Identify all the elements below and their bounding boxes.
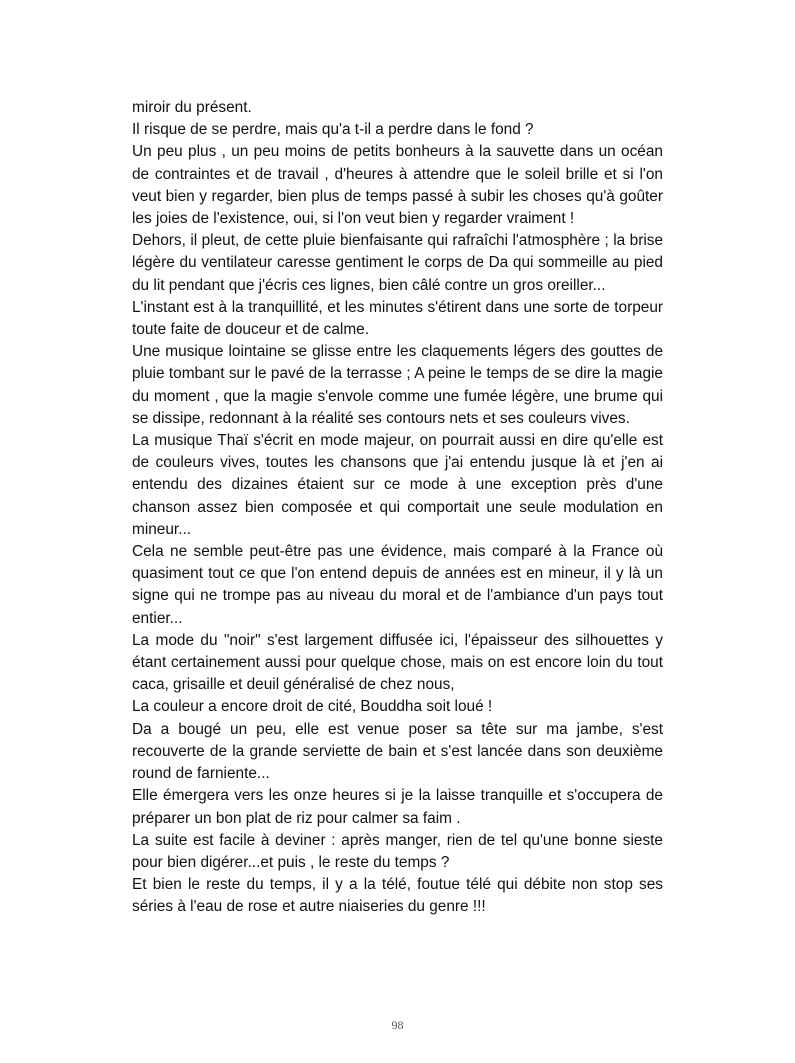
body-text (132, 97, 663, 919)
paragraph: Cela ne semble peut-être pas une évidence, mais comparé à la France où quasiment tout ce que l'on entend depuis de années est en mineur, il y là un signe qui ne trompe pas au niveau du moral et de l'ambiance d'un pays tout entier... (132, 543, 663, 627)
paragraph: La mode du "noir" s'est largement diffusée ici, l'épaisseur des silhouettes y étant certainement aussi pour quelque chose, mais on est encore loin du tout caca, grisaille et deuil généralisé de chez nous, (132, 631, 663, 694)
paragraph: Elle émergera vers les onze heures si je la laisse tranquille et s'occupera de préparer un bon plat de riz pour calmer sa faim . (132, 787, 663, 827)
paragraph: Et bien le reste du temps, il y a la télé, foutue télé qui débite non stop ses séries à l'eau de rose et autre niaiseries du genre !!! (132, 876, 663, 916)
paragraph: La couleur a encore droit de cité, Bouddha soit loué ! (132, 698, 493, 716)
paragraph: L'instant est à la tranquillité, et les minutes s'étirent dans une sorte de torpeur toute faite de douceur et de calme. (132, 298, 663, 339)
paragraph: Une musique lointaine se glisse entre les claquements légers des gouttes de pluie tombant sur le pavé de la terrasse ; A peine le temps de se dire la magie du moment , que la magie s'envole comme une fumée légère, une brume qui se dissipe, redonnant à la réalité ses contours nets et ses couleurs vives. (132, 343, 663, 427)
paragraph: Dehors, il pleut, de cette pluie bienfaisante qui rafraîchi l'atmosphère ; la brise légère du ventilateur caresse gentiment le corps de Da qui sommeille au pied du lit pendant que j'écris ces lignes, bien câlé contre un gros oreiller... (132, 232, 663, 294)
paragraph: La musique Thaï s'écrit en mode majeur, on pourrait aussi en dire qu'elle est de couleurs vives, toutes les chansons que j'ai entendu jusque là et j'en ai entendu des dizaines étaient sur ce mode à une exception près d'une chanson assez bien composée et qui comportait une seule modulation en mineur... (132, 432, 663, 538)
paragraph: Il risque de se perdre, mais qu'a t-il a perdre dans le fond ? (132, 121, 534, 139)
paragraph: La suite est facile à deviner : après manger, rien de tel qu'une bonne sieste pour bien digérer...et puis , le reste du temps ? (132, 831, 663, 871)
paragraph: miroir du présent. (132, 99, 252, 116)
paragraph: Un peu plus , un peu moins de petits bonheurs à la sauvette dans un océan de contraintes et de travail , d'heures à attendre que le soleil brille et si l'on veut bien y regarder, bien plus de temps passé à subir les choses qu'à goûter les joies de l'existence, oui, si l'on veut bien y regarder vraiment ! (132, 143, 663, 228)
paragraph: Da a bougé un peu, elle est venue poser sa tête sur ma jambe, s'est recouverte de la grande serviette de bain et s'est lancée dans son deuxième round de farniente... (132, 720, 663, 783)
page-number: 98 (391, 1018, 404, 1032)
